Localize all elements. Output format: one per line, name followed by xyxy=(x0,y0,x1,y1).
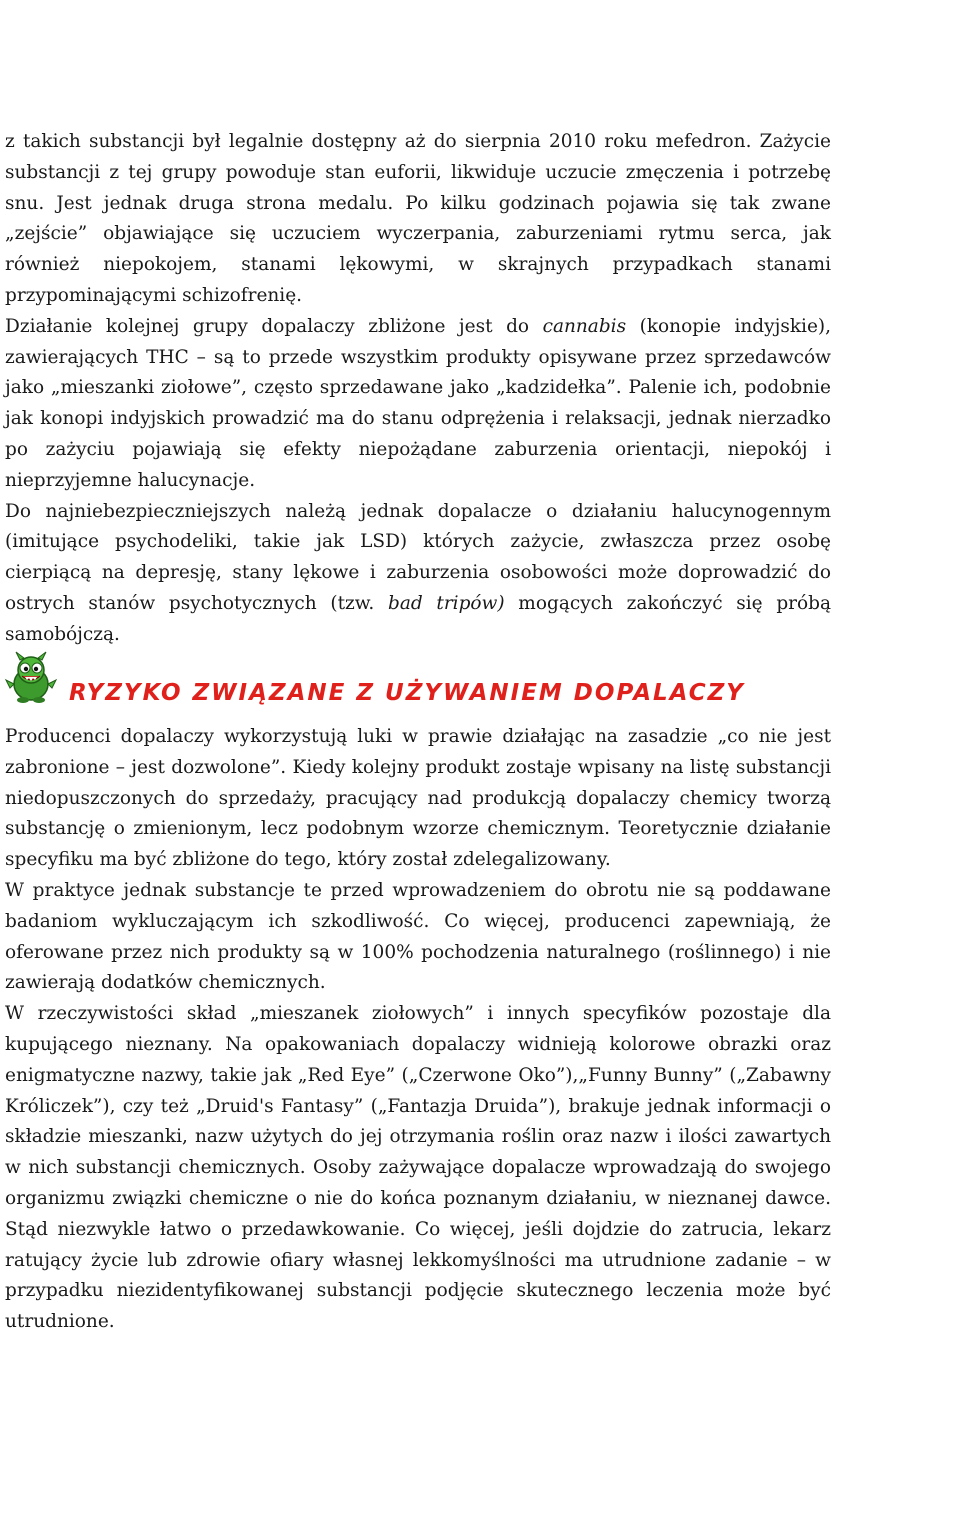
cannabis-italic: cannabis xyxy=(542,315,627,337)
paragraph-w-rzeczywistosci: W rzeczywistości skład „mieszanek ziołowych” i innych specyfików pozostaje dla kupującego nieznany. Na opakowaniach dopalaczy widnieją kolorowe obrazki oraz enigmatyczne nazwy, takie jak „Red Eye” („Czerwone Oko”),„Funny Bunny” („Zabawny Króliczek”), czy też „Druid's Fantasy” („Fantazja Druida”), brakuje jednak informacji o składzie mieszanki, nazw użytych do jej otrzymania roślin oraz nazw i ilości zawartych w nich substancji chemicznych. Osoby zażywające dopalacze wprowadzają do swojego organizmu związki chemiczne o nie do końca poznanym działaniu, w nieznanej dawce. Stąd niezwykle łatwo o przedawkowanie. Co więcej, jeśli dojdzie do zatrucia, lekarz ratujący życie lub zdrowie ofiary własnej lekkomyślności ma utrudnione zadanie – w przypadku niezidentyfikowanej substancji podjęcie skutecznego leczenia może być utrudnione. xyxy=(5,1003,831,1333)
bottom-text-section xyxy=(5,722,831,1338)
green-monster-icon xyxy=(3,650,59,706)
paragraph-cannabis-part2: (konopie indyjskie), zawierających THC – są to przede wszystkim produkty opisywane przez sprzedawców jako „mieszanki ziołowe”, często sprzedawane jako „kadzidełka”. Palenie ich, podobnie jak konopi indyjskich prowadzić ma do stanu odprężenia i relaksacji, jednak nierzadko po zażyciu pojawiają się efekty niepożądane zaburzenia orientacji, niepokój i nieprzyjemne halucynacje. xyxy=(5,315,831,491)
top-text-section xyxy=(5,127,831,651)
paragraph-w-praktyce: W praktyce jednak substancje te przed wprowadzeniem do obrotu nie są poddawane badaniom wykluczającym ich szkodliwość. Co więcej, producenci zapewniają, że oferowane przez nich produkty są w 100% pochodzenia naturalnego (roślinnego) i nie zawierają dodatków chemicznych. xyxy=(5,879,831,994)
heading-title: RYZYKO ZWIĄZANE Z UŻYWANIEM DOPALACZY xyxy=(69,680,745,706)
bad-tripow-italic: bad tripów) xyxy=(387,592,505,614)
paragraph-cannabis xyxy=(5,312,831,497)
paragraph-halucynogenne xyxy=(5,497,831,651)
paragraph-producenci: Producenci dopalaczy wykorzystują luki w prawie działając na zasadzie „co nie jest zabronione – jest dozwolone”. Kiedy kolejny produkt zostaje wpisany na listę substancji niedopuszczonych do sprzedaży, pracujący nad produkcją dopalaczy chemicy tworzą substancję o zmienionym, lecz podobnym wzorze chemicznym. Teoretycznie działanie specyfiku ma być zbliżone do tego, który został zdelegalizowany. xyxy=(5,726,831,871)
paragraph-mefedron: z takich substancji był legalnie dostępny aż do sierpnia 2010 roku mefedron. Zażycie substancji z tej grupy powoduje stan euforii, likwiduje uczucie zmęczenia i potrzebę snu. Jest jednak druga strona medalu. Po kilku godzinach pojawia się tak zwane „zejście” objawiające się uczuciem wyczerpania, zaburzeniami rytmu serca, jak również niepokojem, stanami lękowymi, w skrajnych przypadkach stanami przypominającymi schizofrenię. xyxy=(5,131,831,306)
paragraph-cannabis-part1: Działanie kolejnej grupy dopalaczy zbliżone jest do xyxy=(5,315,543,337)
paragraph-halucynogenne-part2: mogących zakończyć się próbą samobójczą. xyxy=(5,592,832,645)
section-heading xyxy=(3,650,903,706)
paragraph-halucynogenne-part1: Do najniebezpieczniejszych należą jednak dopalacze o działaniu halucynogennym (imitujące psychodeliki, takie jak LSD) których zażycie, zwłaszcza przez osobę cierpiącą na depresję, stany lękowe i zaburzenia osobowości może doprowadzić do ostrych stanów psychotycznych (tzw. xyxy=(5,500,831,614)
